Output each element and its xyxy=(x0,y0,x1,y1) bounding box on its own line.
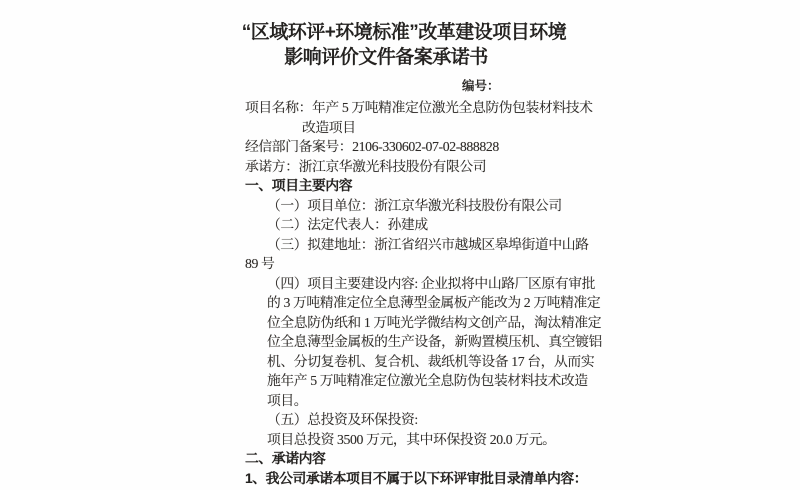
document-line: 位全息薄型金属板的生产设备，新购置模压机、真空镀铝 xyxy=(267,334,602,349)
title-line-2: 影响评价文件备案承诺书 xyxy=(284,47,488,68)
document-body xyxy=(245,98,649,488)
document-line: 承诺方：浙江京华激光科技股份有限公司 xyxy=(245,158,487,174)
section-heading: 一、项目主要内容 xyxy=(245,178,353,193)
document-line: 位全息防伪纸和 1 万吨光学微结构文创产品，淘汰精准定 xyxy=(267,314,602,330)
document-line: 项目名称：年产 5 万吨精准定位激光全息防伪包装材料技术 xyxy=(245,100,593,115)
section-heading: 1、我公司承诺本项目不属于以下环评审批目录清单内容： xyxy=(245,470,588,486)
document-line: 机、分切复卷机、复合机、裁纸机等设备 17 台，从而实 xyxy=(267,353,595,369)
document-line: 项目。 xyxy=(267,392,308,408)
document-line: （一）项目单位：浙江京华激光科技股份有限公司 xyxy=(267,197,562,213)
document-line: （三）拟建地址：浙江省绍兴市越城区皋埠街道中山路 xyxy=(267,236,589,252)
document-line: 施年产 5 万吨精准定位激光全息防伪包装材料技术改造 xyxy=(267,373,588,388)
document-line: 项目总投资 3500 万元，其中环保投资 20.0 万元。 xyxy=(267,431,556,447)
document-line: 89 号 xyxy=(245,256,275,271)
document-title xyxy=(0,20,800,70)
document-line: 经信部门备案号：2106-330602-07-02-888828 xyxy=(245,139,499,154)
document-line: （四）项目主要建设内容: 企业拟将中山路厂区原有审批 xyxy=(267,275,596,291)
serial-number-label: 编号： xyxy=(462,79,500,93)
document-line: （五）总投资及环保投资: xyxy=(267,412,418,427)
document-line: （二）法定代表人：孙建成 xyxy=(267,217,428,232)
title-line-1: “区域环评+环境标准”改革建设项目环境 xyxy=(241,22,567,43)
section-heading: 二、承诺内容 xyxy=(245,451,326,466)
document-line: 改造项目 xyxy=(302,119,356,135)
document-line: 的 3 万吨精准定位全息薄型金属板产能改为 2 万吨精准定 xyxy=(267,295,601,310)
